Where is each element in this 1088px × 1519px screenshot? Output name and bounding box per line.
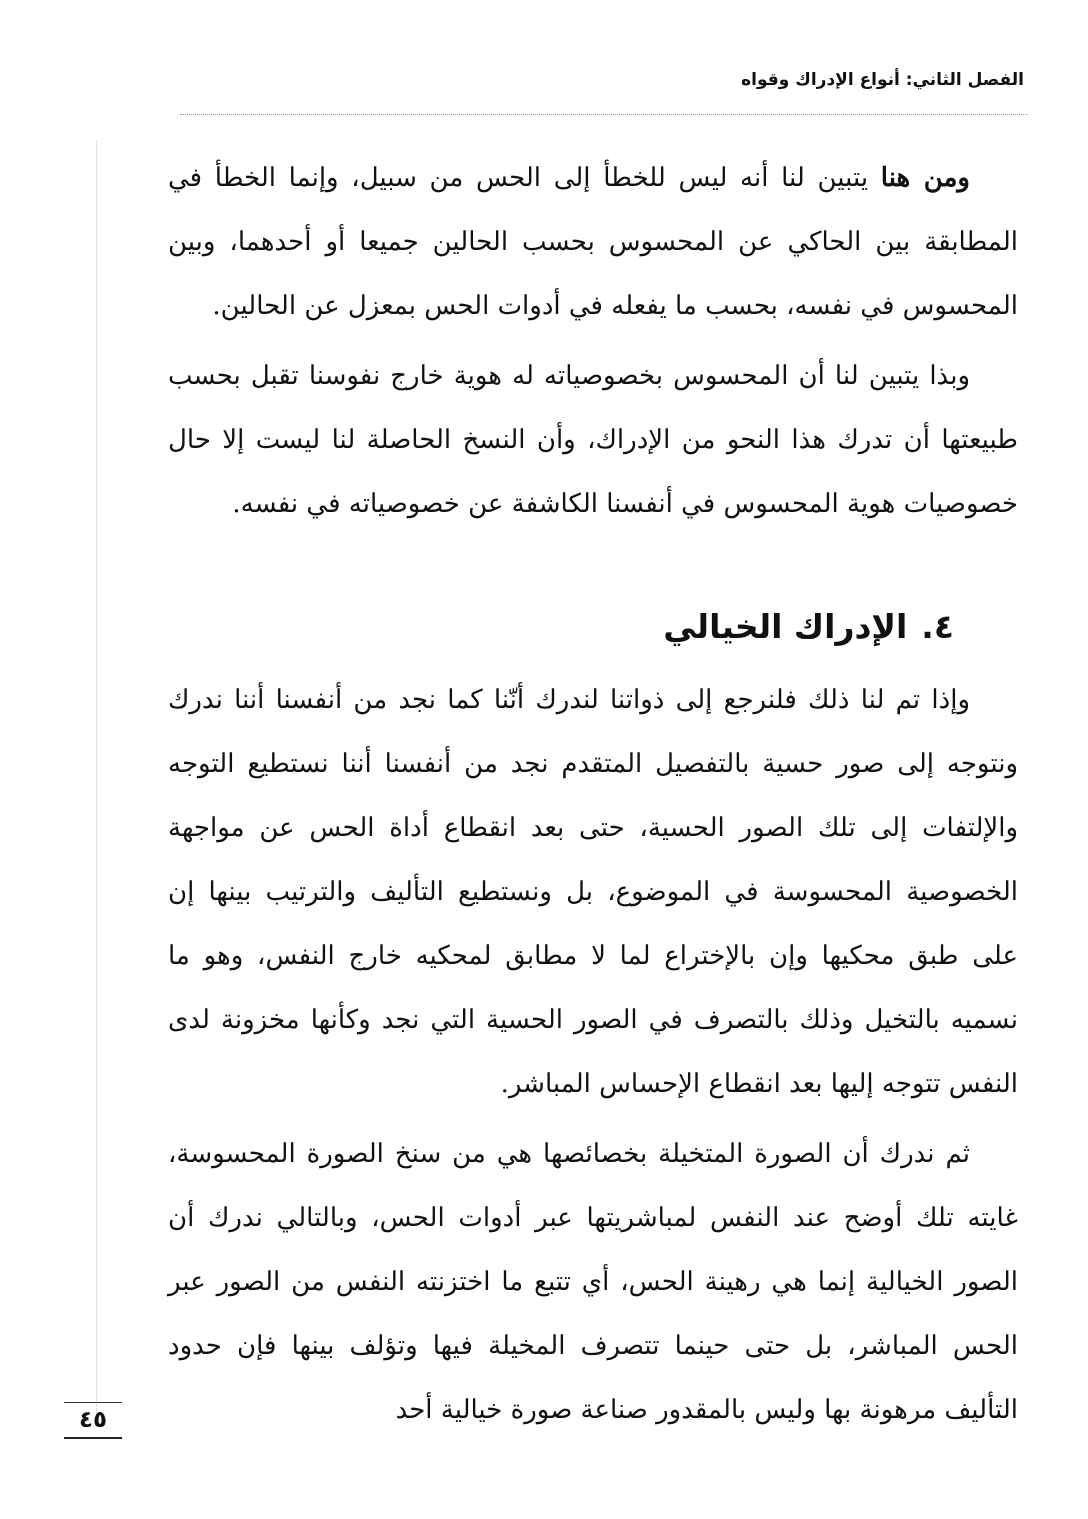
running-header: الفصل الثاني: أنواع الإدراك وقواه — [741, 70, 1024, 90]
paragraph-2: وبذا يتبين لنا أن المحسوس بخصوصياته له هوية خارج نفوسنا تقبل بحسب طبيعتها أن تدرك هذا النحو من الإدراك، وأن النسخ الحاصلة لنا ليست إلا حال خصوصيات هوية المحسوس في أنفسنا الكاشفة عن خصوصياته في نفسه. — [168, 361, 1018, 519]
page-body — [168, 146, 1018, 1442]
header-divider — [180, 114, 1028, 115]
paragraph-1 — [168, 146, 1018, 338]
section-title: الإدراك الخيالي — [663, 607, 908, 646]
page-number-block — [60, 1402, 126, 1439]
section-heading — [168, 594, 1018, 660]
paragraph-4: ثم ندرك أن الصورة المتخيلة بخصائصها هي من سنخ الصورة المحسوسة، غايته تلك أوضح عند النفس لمباشريتها عبر أدوات الحس، وبالتالي ندرك أن الصور الخيالية إنما هي رهينة الحس، أي تتبع ما اختزنته النفس من الصور عبر الحس المباشر، بل حتى حينما تتصرف المخيلة فيها وتؤلف بينها فإن حدود التأليف مرهونة بها وليس بالمقدور صناعة صورة خيالية أحد — [168, 1139, 1018, 1425]
paragraph-lead-text: ومن هنا — [880, 163, 970, 193]
page-number-bottom-rule — [64, 1437, 122, 1439]
margin-guide-line — [96, 140, 97, 1419]
paragraph-3: وإذا تم لنا ذلك فلنرجع إلى ذواتنا لندرك أنّنا كما نجد من أنفسنا أننا ندرك ونتوجه إلى صور حسية بالتفصيل المتقدم نجد من أنفسنا أننا نستطيع التوجه والإلتفات إلى تلك الصور الحسية، حتى بعد انقطاع أداة الحس عن مواجهة الخصوصية المحسوسة في الموضوع، بل ونستطيع التأليف والترتيب بينها إن على طبق محكيها وإن بالإختراع لما لا مطابق لمحكيه خارج النفس، وهو ما نسميه بالتخيل وذلك بالتصرف في الصور الحسية التي نجد وكأنها مخزونة لدى النفس تتوجه إليها بعد انقطاع الإحساس المباشر. — [168, 685, 1018, 1099]
paragraph-1-text: يتبين لنا أنه ليس للخطأ إلى الحس من سبيل، وإنما الخطأ في المطابقة بين الحاكي عن المحسوس بحسب الحالين جميعا أو أحدهما، وبين المحسوس في نفسه، بحسب ما يفعله في أدوات الحس بمعزل عن الحالين. — [168, 163, 1018, 321]
page-number: ٤٥ — [78, 1407, 108, 1433]
section-number: ٤. — [921, 607, 954, 646]
